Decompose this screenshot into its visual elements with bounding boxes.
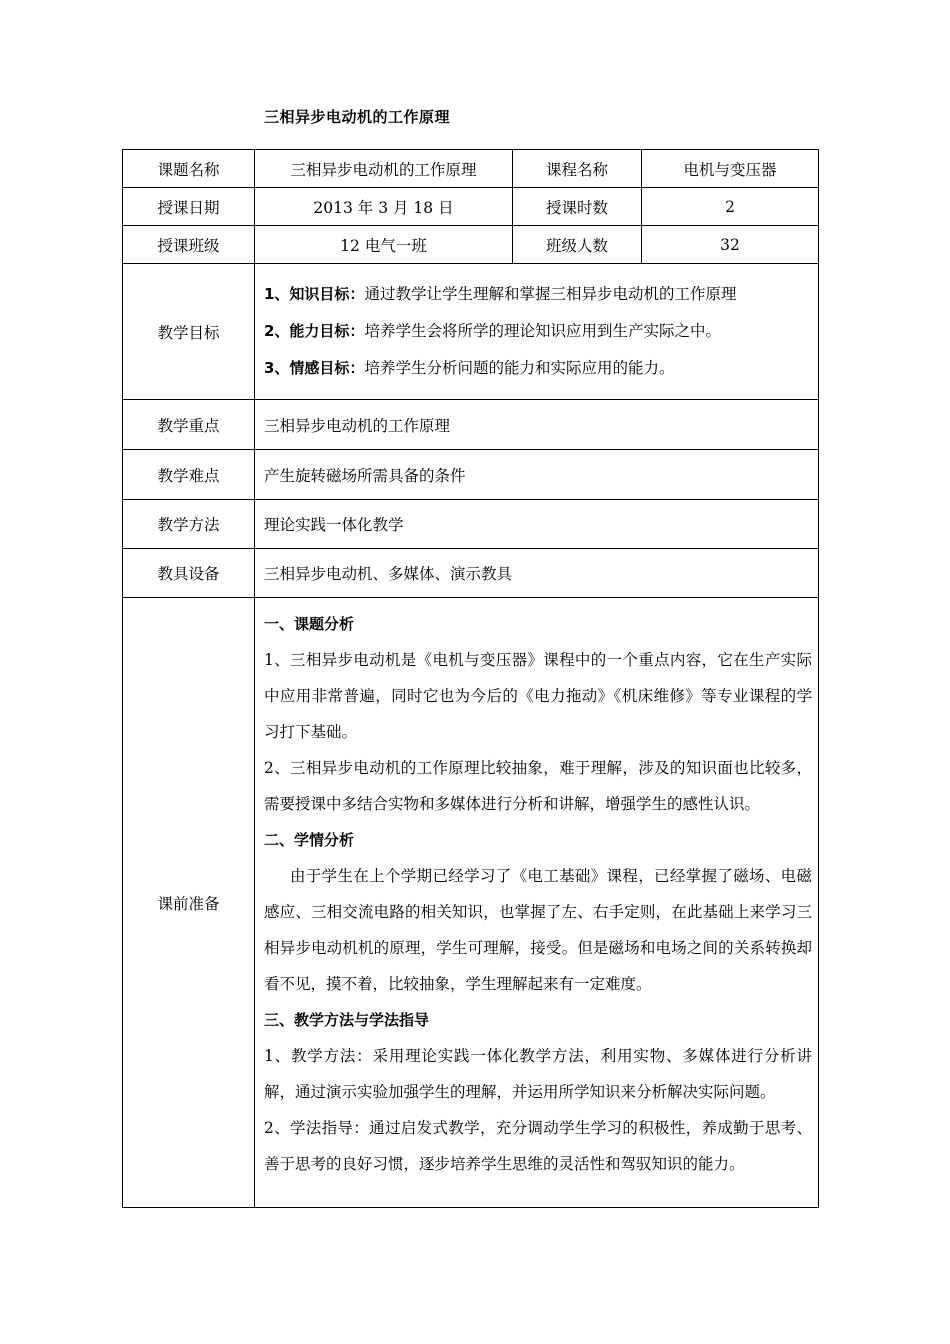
difficulty-label: 教学难点: [123, 450, 255, 500]
prep-content: [255, 598, 819, 1208]
equipment-label: 教具设备: [123, 549, 255, 598]
table-row: [123, 500, 819, 549]
goal-item: [264, 313, 818, 350]
table-row: [123, 188, 819, 226]
goal-title: 1、知识目标：: [264, 285, 365, 303]
section-heading: 三、教学方法与学法指导: [264, 1011, 430, 1029]
table-row: [123, 150, 819, 188]
method-label: 教学方法: [123, 500, 255, 549]
table-row: [123, 598, 819, 1208]
key-point-label: 教学重点: [123, 400, 255, 450]
section-paragraph: 2、学法指导：通过启发式教学，充分调动学生学习的积极性，养成勤于思考、善于思考的良好习惯，逐步培养学生思维的灵活性和驾驭知识的能力。: [264, 1119, 812, 1173]
section-paragraph: 1、三相异步电动机是《电机与变压器》课程中的一个重点内容，它在生产实际中应用非常普遍，同时它也为今后的《电力拖动》《机床维修》等专业课程的学习打下基础。: [264, 651, 812, 741]
table-row: [123, 549, 819, 598]
section-heading: 二、学情分析: [264, 831, 355, 849]
topic-label: 课题名称: [123, 150, 255, 188]
hours-value: 2: [642, 188, 819, 226]
goal-title: 3、情感目标：: [264, 359, 365, 377]
class-label: 授课班级: [123, 226, 255, 264]
course-label: 课程名称: [513, 150, 642, 188]
goal-item: [264, 350, 818, 387]
goals-label: 教学目标: [123, 264, 255, 400]
table-row: [123, 226, 819, 264]
hours-label: 授课时数: [513, 188, 642, 226]
section-paragraph: 由于学生在上个学期已经学习了《电工基础》课程，已经掌握了磁场、电磁感应、三相交流电路的相关知识，也掌握了左、右手定则，在此基础上来学习三相异步电动机机的原理，学生可理解，接受。但是磁场和电场之间的关系转换却看不见，摸不着，比较抽象，学生理解起来有一定难度。: [264, 867, 812, 993]
goal-text: 培养学生分析问题的能力和实际应用的能力。: [364, 359, 675, 377]
document-title: 三相异步电动机的工作原理: [264, 108, 451, 126]
difficulty-value: 产生旋转磁场所需具备的条件: [255, 450, 819, 500]
count-label: 班级人数: [513, 226, 642, 264]
date-label: 授课日期: [123, 188, 255, 226]
topic-value: 三相异步电动机的工作原理: [255, 150, 513, 188]
goals-cell: [255, 264, 819, 400]
course-value: 电机与变压器: [642, 150, 819, 188]
prep-label: 课前准备: [123, 598, 255, 1208]
key-point-value: 三相异步电动机的工作原理: [255, 400, 819, 450]
section-paragraph: 1、教学方法：采用理论实践一体化教学方法，利用实物、多媒体进行分析讲解，通过演示实验加强学生的理解，并运用所学知识来分析解决实际问题。: [264, 1047, 812, 1101]
method-value: 理论实践一体化教学: [255, 500, 819, 549]
table-row: [123, 400, 819, 450]
lesson-plan-table: [122, 149, 819, 1208]
goal-text: 培养学生会将所学的理论知识应用到生产实际之中。: [364, 322, 721, 340]
section-paragraph: 2、三相异步电动机的工作原理比较抽象，难于理解，涉及的知识面也比较多，需要授课中多结合实物和多媒体进行分析和讲解，增强学生的感性认识。: [264, 759, 812, 813]
goal-text: 通过教学让学生理解和掌握三相异步电动机的工作原理: [364, 285, 737, 303]
section-heading: 一、课题分析: [264, 615, 355, 633]
class-value: 12 电气一班: [255, 226, 513, 264]
table-row: [123, 450, 819, 500]
date-value: 2013 年 3 月 18 日: [255, 188, 513, 226]
goal-item: [264, 276, 818, 313]
table-row: [123, 264, 819, 400]
equipment-value: 三相异步电动机、多媒体、演示教具: [255, 549, 819, 598]
goal-title: 2、能力目标：: [264, 322, 365, 340]
count-value: 32: [642, 226, 819, 264]
